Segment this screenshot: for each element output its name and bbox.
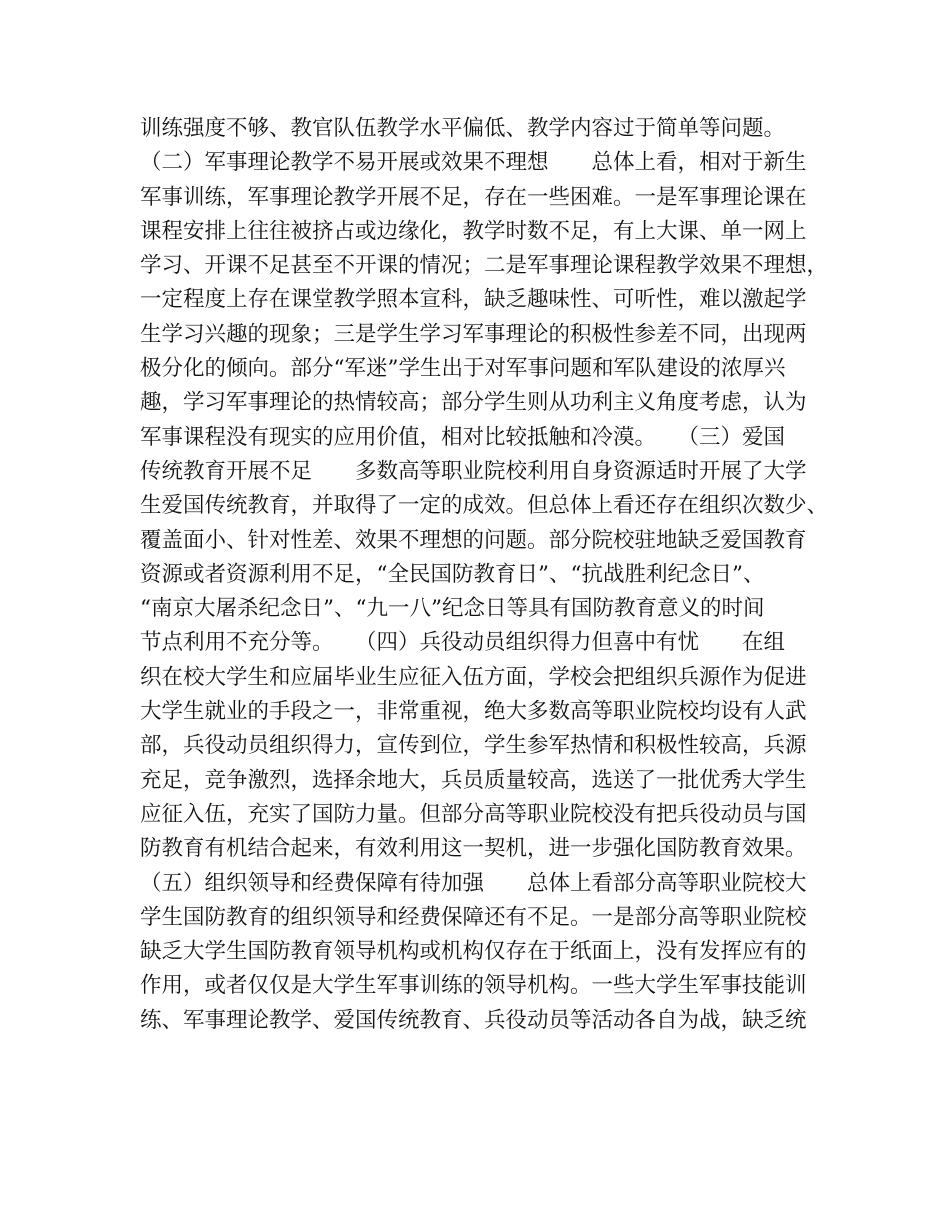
text-line: 防教育有机结合起来，有效利用这一契机，进一步强化国防教育效果。 — [140, 836, 807, 862]
text-line: 生爱国传统教育，并取得了一定的成效。但总体上看还存在组织次数少、 — [140, 493, 829, 519]
text-line: （二）军事理论教学不易开展或效果不理想 总体上看，相对于新生 — [140, 150, 807, 176]
text-line: 传统教育开展不足 多数高等职业院校利用自身资源适时开展了大学 — [140, 458, 807, 484]
text-line: 大学生就业的手段之一，非常重视，绝大多数高等职业院校均设有人武 — [140, 699, 807, 725]
text-line: 缺乏大学生国防教育领导机构或机构仅存在于纸面上，没有发挥应有的 — [140, 939, 807, 965]
text-line: 训练强度不够、教官队伍教学水平偏低、教学内容过于简单等问题。 — [140, 116, 786, 141]
text-line: 练、军事理论教学、爱国传统教育、兵役动员等活动各自为战，缺乏统 — [140, 1007, 807, 1033]
text-line: 充足，竞争激烈，选择余地大，兵员质量较高，选送了一批优秀大学生 — [140, 767, 807, 793]
text-line: 一定程度上存在课堂教学照本宣科，缺乏趣味性、可听性，难以激起学 — [140, 287, 807, 313]
text-line: 军事课程没有现实的应用价值，相对比较抵触和冷漠。 （三）爱国 — [140, 424, 786, 450]
text-line: 织在校大学生和应届毕业生应征入伍方面，学校会把组织兵源作为促进 — [140, 664, 807, 690]
text-line: 趣，学习军事理论的热情较高；部分学生则从功利主义角度考虑，认为 — [140, 390, 807, 416]
text-line: 学习、开课不足甚至不开课的情况；二是军事理论课程教学效果不理想， — [140, 253, 829, 279]
text-line: 作用，或者仅仅是大学生军事训练的领导机构。一些大学生军事技能训 — [140, 973, 807, 999]
text-line: 极分化的倾向。部分“军迷”学生出于对军事问题和军队建设的浓厚兴 — [140, 356, 786, 382]
text-line: 资源或者资源利用不足，“全民国防教育日”、“抗战胜利纪念日”、 — [140, 561, 765, 587]
text-line: 部，兵役动员组织得力，宣传到位，学生参军热情和积极性较高，兵源 — [140, 733, 807, 759]
text-line: （五）组织领导和经费保障有待加强 总体上看部分高等职业院校大 — [140, 870, 807, 896]
text-line: 覆盖面小、针对性差、效果不理想的问题。部分院校驻地缺乏爱国教育 — [140, 527, 807, 553]
body-text — [140, 112, 830, 1038]
text-line: 学生国防教育的组织领导和经费保障还有不足。一是部分高等职业院校 — [140, 904, 807, 930]
text-line: 课程安排上往往被挤占或边缘化，教学时数不足，有上大课、单一网上 — [140, 218, 807, 244]
text-line: 节点利用不充分等。 （四）兵役动员组织得力但喜中有忧 在组 — [140, 630, 786, 656]
text-line: 生学习兴趣的现象；三是学生学习军事理论的积极性参差不同，出现两 — [140, 321, 807, 347]
text-line: 应征入伍，充实了国防力量。但部分高等职业院校没有把兵役动员与国 — [140, 801, 807, 827]
text-line: “南京大屠杀纪念日”、“九一八”纪念日等具有国防教育意义的时间 — [140, 596, 765, 622]
text-line: 军事训练，军事理论教学开展不足，存在一些困难。一是军事理论课在 — [140, 184, 807, 210]
